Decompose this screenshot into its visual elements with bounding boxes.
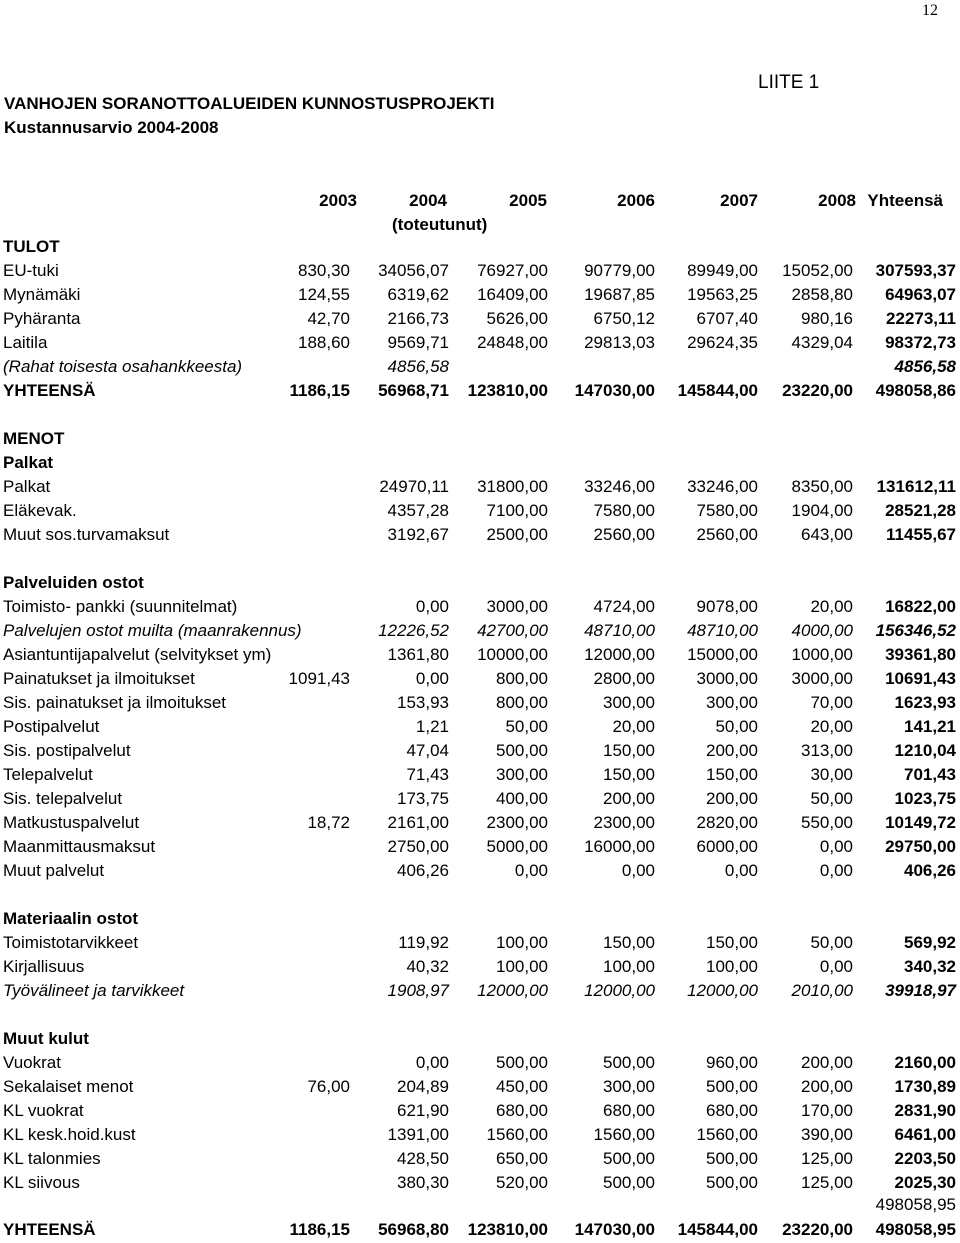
- cell-2008: 1904,00: [791, 501, 853, 520]
- cell-2004: 2166,73: [387, 309, 449, 328]
- table-row: [0, 308, 960, 330]
- cell-2003: 1186,15: [289, 381, 350, 400]
- cell-2008: 125,00: [801, 1173, 853, 1192]
- check-total: 498058,95: [875, 1195, 956, 1214]
- cell-2007: 50,00: [715, 717, 758, 736]
- cell-2005: 650,00: [496, 1149, 548, 1168]
- cell-2006: 150,00: [603, 741, 655, 760]
- grand-total-label: YHTEENSÄ: [3, 1220, 96, 1239]
- cell-2006: 300,00: [603, 693, 655, 712]
- cell-2006: 12000,00: [584, 981, 655, 1000]
- cell-2006: 300,00: [603, 1077, 655, 1096]
- cell-sum: 307593,37: [875, 261, 956, 280]
- cell-2005: 5000,00: [486, 837, 548, 856]
- row-label: Muut palvelut: [3, 861, 105, 880]
- cell-sum: 29750,00: [885, 837, 956, 856]
- row-label: Sis. telepalvelut: [3, 789, 123, 808]
- cell-2003: 188,60: [298, 333, 350, 352]
- cell-2005: 1560,00: [486, 1125, 548, 1144]
- cell-2007: 100,00: [706, 957, 758, 976]
- cell-2004: 71,43: [406, 765, 449, 784]
- table-row: [0, 716, 960, 738]
- row-label: Eläkevak.: [3, 501, 77, 520]
- cell-2007: 150,00: [706, 933, 758, 952]
- row-label: YHTEENSÄ: [3, 381, 96, 400]
- cell-sum: 64963,07: [885, 285, 956, 304]
- section-heading: Palveluiden ostot: [3, 573, 144, 592]
- cell-2007: 500,00: [706, 1077, 758, 1096]
- cell-2005: 123810,00: [467, 381, 548, 400]
- table-row: [0, 812, 960, 834]
- cell-2004: 153,93: [397, 693, 449, 712]
- cell-2006: 2800,00: [593, 669, 655, 688]
- cell-2005: 76927,00: [477, 261, 548, 280]
- row-label: Laitila: [3, 333, 48, 352]
- table-row: [0, 860, 960, 882]
- row-label: Painatukset ja ilmoitukset: [3, 669, 195, 688]
- cell-2006: 500,00: [603, 1149, 655, 1168]
- cell-2006: 29813,03: [584, 333, 655, 352]
- cell-2008: 23220,00: [782, 381, 853, 400]
- row-label: Vuokrat: [3, 1053, 61, 1072]
- table-row: [0, 836, 960, 858]
- cell-2004: 204,89: [397, 1077, 449, 1096]
- spacer-row: [0, 884, 960, 906]
- cell-2003: 18,72: [307, 813, 350, 832]
- column-header-2008: 2008: [818, 191, 856, 210]
- table-row: [0, 1076, 960, 1098]
- table-row: [0, 620, 960, 642]
- cell-2004: 2750,00: [387, 837, 449, 856]
- row-label: Muut sos.turvamaksut: [3, 525, 170, 544]
- cell-2004: 119,92: [398, 933, 449, 952]
- cell-2007: 89949,00: [687, 261, 758, 280]
- section-heading: TULOT: [3, 237, 60, 256]
- table-row: [0, 956, 960, 978]
- cell-sum: 141,21: [904, 717, 956, 736]
- cell-2005: 800,00: [496, 669, 548, 688]
- table-row: [0, 1124, 960, 1146]
- table-row: [0, 980, 960, 1002]
- row-label: KL siivous: [3, 1173, 80, 1192]
- cell-2006: 1560,00: [593, 1125, 655, 1144]
- cell-2004: 380,30: [397, 1173, 449, 1192]
- cell-2005: 400,00: [496, 789, 548, 808]
- cell-2007: 33246,00: [687, 477, 758, 496]
- cell-2005: 680,00: [496, 1101, 548, 1120]
- cell-2007: 500,00: [706, 1149, 758, 1168]
- cell-sum: 11455,67: [886, 525, 956, 544]
- cell-sum: 10691,43: [885, 669, 956, 688]
- spacer-row: [0, 404, 960, 426]
- row-label: Maanmittausmaksut: [3, 837, 156, 856]
- cell-2006: 90779,00: [584, 261, 655, 280]
- cell-2004: 1908,97: [387, 981, 449, 1000]
- cell-2006: 33246,00: [584, 477, 655, 496]
- cell-2007: 29624,35: [687, 333, 758, 352]
- cell-2008: 8350,00: [791, 477, 853, 496]
- row-label: Palvelujen ostot muilta (maanrakennus): [3, 621, 302, 640]
- cell-2005: 50,00: [505, 717, 548, 736]
- table-row: [0, 788, 960, 810]
- cell-sum: 2160,00: [894, 1053, 956, 1072]
- cell-2006: 500,00: [603, 1053, 655, 1072]
- cell-sum: 39918,97: [885, 981, 956, 1000]
- cell-2007: 300,00: [706, 693, 758, 712]
- cell-2007: 7580,00: [696, 501, 758, 520]
- cell-sum: 131612,11: [876, 477, 956, 496]
- cell-2007: 15000,00: [687, 645, 758, 664]
- cell-2003: 76,00: [307, 1077, 350, 1096]
- cell-2008: 30,00: [810, 765, 853, 784]
- cell-2005: 5626,00: [486, 309, 548, 328]
- page-number: 12: [922, 2, 938, 19]
- cell-sum: 2025,30: [894, 1173, 956, 1192]
- cell-2008: 0,00: [819, 837, 853, 856]
- cell-2004: 0,00: [415, 1053, 449, 1072]
- cell-2007: 500,00: [706, 1173, 758, 1192]
- row-label: Matkustuspalvelut: [3, 813, 140, 832]
- cell-2006: 48710,00: [584, 621, 655, 640]
- section-heading-row: [0, 572, 960, 594]
- cell-sum: 340,32: [904, 957, 956, 976]
- cell-2003: 42,70: [307, 309, 350, 328]
- cell-2005: 16409,00: [477, 285, 548, 304]
- cell-2006: 20,00: [612, 717, 655, 736]
- cell-2008: 20,00: [810, 717, 853, 736]
- cell-2008: 980,16: [801, 309, 853, 328]
- cell-2005: 500,00: [496, 741, 548, 760]
- cell-2008: 20,00: [810, 597, 853, 616]
- table-row: [0, 524, 960, 546]
- grand-total-row: [0, 1219, 960, 1241]
- cell-2006: 147030,00: [574, 381, 655, 400]
- grand-total-2006: 147030,00: [574, 1220, 655, 1239]
- cell-2008: 0,00: [819, 861, 853, 880]
- cell-2007: 6000,00: [696, 837, 758, 856]
- cell-2005: 31800,00: [477, 477, 548, 496]
- cell-sum: 16822,00: [885, 597, 956, 616]
- cell-2006: 12000,00: [584, 645, 655, 664]
- cell-2005: 10000,00: [477, 645, 548, 664]
- cell-sum: 406,26: [904, 861, 956, 880]
- cell-2004: 47,04: [406, 741, 449, 760]
- grand-total-2008: 23220,00: [782, 1220, 853, 1239]
- cell-2004: 4357,28: [387, 501, 449, 520]
- cell-2005: 42700,00: [477, 621, 548, 640]
- table-row: [0, 260, 960, 282]
- cell-2008: 200,00: [801, 1077, 853, 1096]
- cell-sum: 156346,52: [875, 621, 956, 640]
- cell-2006: 2560,00: [593, 525, 655, 544]
- cell-2004: 4856,58: [387, 357, 449, 376]
- table-row: [0, 380, 960, 402]
- cell-2006: 200,00: [603, 789, 655, 808]
- cell-2008: 70,00: [810, 693, 853, 712]
- table-row: [0, 668, 960, 690]
- cell-2007: 680,00: [706, 1101, 758, 1120]
- cell-2004: 12226,52: [378, 621, 449, 640]
- column-header-2006: 2006: [617, 191, 655, 210]
- cell-2005: 12000,00: [477, 981, 548, 1000]
- cell-sum: 22273,11: [886, 309, 956, 328]
- section-heading-row: [0, 908, 960, 930]
- column-header-total: Yhteensä: [867, 191, 943, 210]
- cell-2004: 1,21: [415, 717, 449, 736]
- cell-2007: 19563,25: [687, 285, 758, 304]
- row-label: Sis. postipalvelut: [3, 741, 131, 760]
- cell-2008: 50,00: [810, 933, 853, 952]
- grand-total-2003: 1186,15: [289, 1220, 350, 1239]
- cell-2007: 1560,00: [696, 1125, 758, 1144]
- row-label: KL talonmies: [3, 1149, 101, 1168]
- column-header-2007: 2007: [720, 191, 758, 210]
- table-row: [0, 644, 960, 666]
- cell-2008: 1000,00: [791, 645, 853, 664]
- cell-2004: 24970,11: [379, 477, 449, 496]
- cell-2008: 200,00: [801, 1053, 853, 1072]
- cell-2008: 2858,80: [791, 285, 853, 304]
- section-heading-row: [0, 236, 960, 258]
- cell-2008: 313,00: [801, 741, 853, 760]
- cell-2004: 6319,62: [387, 285, 449, 304]
- cell-2007: 2560,00: [696, 525, 758, 544]
- cell-2008: 0,00: [819, 957, 853, 976]
- row-label: Pyhäranta: [3, 309, 81, 328]
- cell-2005: 100,00: [496, 957, 548, 976]
- table-row: [0, 284, 960, 306]
- grand-total-2004: 56968,80: [378, 1220, 449, 1239]
- cell-sum: 498058,86: [875, 381, 956, 400]
- section-heading: Muut kulut: [3, 1029, 89, 1048]
- cell-2004: 2161,00: [387, 813, 449, 832]
- cell-2004: 428,50: [397, 1149, 449, 1168]
- cell-2005: 2500,00: [486, 525, 548, 544]
- row-label: Toimisto- pankki (suunnitelmat): [3, 597, 238, 616]
- cell-2003: 1091,43: [288, 669, 350, 688]
- cell-2007: 0,00: [724, 861, 758, 880]
- cell-sum: 2831,90: [894, 1101, 956, 1120]
- cell-2005: 24848,00: [477, 333, 548, 352]
- section-heading-row: [0, 1028, 960, 1050]
- column-header-2005: 2005: [509, 191, 547, 210]
- table-row: [0, 596, 960, 618]
- cell-2005: 100,00: [496, 933, 548, 952]
- cell-sum: 98372,73: [885, 333, 956, 352]
- cell-2008: 2010,00: [791, 981, 853, 1000]
- row-label: Työvälineet ja tarvikkeet: [3, 981, 185, 1000]
- cell-2004: 1391,00: [387, 1125, 449, 1144]
- cell-sum: 1730,89: [894, 1077, 956, 1096]
- cell-2008: 550,00: [801, 813, 853, 832]
- cell-2007: 2820,00: [696, 813, 758, 832]
- cell-2005: 3000,00: [486, 597, 548, 616]
- cell-2008: 50,00: [810, 789, 853, 808]
- table-row: [0, 1172, 960, 1194]
- cell-2005: 800,00: [496, 693, 548, 712]
- table-row: [0, 740, 960, 762]
- section-heading: MENOT: [3, 429, 65, 448]
- cell-2004: 34056,07: [378, 261, 449, 280]
- spacer-row: [0, 1004, 960, 1026]
- cell-2005: 2300,00: [486, 813, 548, 832]
- cell-2006: 19687,85: [584, 285, 655, 304]
- cell-2005: 520,00: [496, 1173, 548, 1192]
- cell-2006: 6750,12: [593, 309, 655, 328]
- cell-2008: 390,00: [801, 1125, 853, 1144]
- cell-2006: 4724,00: [593, 597, 655, 616]
- cell-2004: 0,00: [415, 669, 449, 688]
- cell-2007: 200,00: [706, 789, 758, 808]
- cell-2007: 200,00: [706, 741, 758, 760]
- row-label: Kirjallisuus: [3, 957, 85, 976]
- section-heading: Palkat: [3, 453, 54, 472]
- cell-sum: 1623,93: [894, 693, 956, 712]
- row-label: Sis. painatukset ja ilmoitukset: [3, 693, 226, 712]
- row-label: Toimistotarvikkeet: [3, 933, 139, 952]
- cell-sum: 28521,28: [885, 501, 956, 520]
- cell-2006: 150,00: [603, 765, 655, 784]
- cell-2004: 173,75: [397, 789, 449, 808]
- cell-2003: 830,30: [298, 261, 350, 280]
- cell-2006: 2300,00: [593, 813, 655, 832]
- cell-2007: 12000,00: [687, 981, 758, 1000]
- cell-2008: 125,00: [801, 1149, 853, 1168]
- table-row: [0, 500, 960, 522]
- table-row: [0, 1148, 960, 1170]
- row-label: Sekalaiset menot: [3, 1077, 134, 1096]
- cell-2004: 40,32: [406, 957, 449, 976]
- row-label: EU-tuki: [3, 261, 59, 280]
- cell-2006: 150,00: [603, 933, 655, 952]
- cell-2004: 3192,67: [387, 525, 449, 544]
- spacer-row: [0, 548, 960, 570]
- cell-2004: 0,00: [415, 597, 449, 616]
- cell-2004: 621,90: [397, 1101, 449, 1120]
- cell-2008: 4329,04: [791, 333, 853, 352]
- cell-2006: 16000,00: [584, 837, 655, 856]
- appendix-label: LIITE 1: [758, 72, 820, 93]
- cell-2007: 9078,00: [696, 597, 758, 616]
- row-label: Telepalvelut: [3, 765, 93, 784]
- table-row: [0, 1100, 960, 1122]
- table-row: [0, 764, 960, 786]
- grand-total-2007: 145844,00: [677, 1220, 758, 1239]
- cell-2008: 4000,00: [791, 621, 853, 640]
- section-heading: Materiaalin ostot: [3, 909, 139, 928]
- grand-total-sum: 498058,95: [875, 1220, 956, 1239]
- cell-2005: 7100,00: [486, 501, 548, 520]
- cell-2008: 170,00: [801, 1101, 853, 1120]
- cell-sum: 1210,04: [894, 741, 956, 760]
- cell-sum: 10149,72: [885, 813, 956, 832]
- cell-2005: 0,00: [514, 861, 548, 880]
- cell-2006: 100,00: [603, 957, 655, 976]
- cell-sum: 39361,80: [885, 645, 956, 664]
- section-heading-row: [0, 452, 960, 474]
- cell-2006: 680,00: [603, 1101, 655, 1120]
- cell-2004: 9569,71: [387, 333, 449, 352]
- column-header-2003: 2003: [319, 191, 357, 210]
- cell-2004: 1361,80: [387, 645, 449, 664]
- table-row: [0, 332, 960, 354]
- cell-sum: 569,92: [904, 933, 956, 952]
- row-label: Mynämäki: [3, 285, 81, 304]
- cell-2007: 3000,00: [696, 669, 758, 688]
- table-row: [0, 476, 960, 498]
- cell-2007: 150,00: [706, 765, 758, 784]
- table-row: [0, 356, 960, 378]
- document-title: VANHOJEN SORANOTTOALUEIDEN KUNNOSTUSPROJEKTI: [4, 94, 495, 113]
- cell-2007: 145844,00: [677, 381, 758, 400]
- row-label: KL kesk.hoid.kust: [3, 1125, 136, 1144]
- row-label: Postipalvelut: [3, 717, 100, 736]
- row-label: Asiantuntijapalvelut (selvitykset ym): [3, 645, 272, 664]
- cell-sum: 1023,75: [894, 789, 956, 808]
- cell-sum: 6461,00: [894, 1125, 956, 1144]
- row-label: Palkat: [3, 477, 51, 496]
- table-row: [0, 1052, 960, 1074]
- row-label: (Rahat toisesta osahankkeesta): [3, 357, 243, 376]
- row-label: KL vuokrat: [3, 1101, 84, 1120]
- cell-2007: 960,00: [706, 1053, 758, 1072]
- section-heading-row: [0, 428, 960, 450]
- cell-2003: 124,55: [298, 285, 350, 304]
- cell-2006: 500,00: [603, 1173, 655, 1192]
- document-subtitle: Kustannusarvio 2004-2008: [4, 118, 219, 137]
- cell-2004: 56968,71: [378, 381, 449, 400]
- table-row: [0, 692, 960, 714]
- cell-2005: 300,00: [496, 765, 548, 784]
- column-header-2004: 2004: [409, 191, 447, 210]
- table-row: [0, 932, 960, 954]
- cell-2005: 450,00: [496, 1077, 548, 1096]
- cell-2007: 48710,00: [687, 621, 758, 640]
- cell-sum: 701,43: [904, 765, 956, 784]
- cell-2006: 0,00: [621, 861, 655, 880]
- cell-sum: 2203,50: [894, 1149, 956, 1168]
- cell-2006: 7580,00: [593, 501, 655, 520]
- cell-2004: 406,26: [397, 861, 449, 880]
- cell-2008: 15052,00: [782, 261, 853, 280]
- cell-2008: 3000,00: [791, 669, 853, 688]
- cell-sum: 4856,58: [894, 357, 956, 376]
- cell-2008: 643,00: [801, 525, 853, 544]
- column-subheader-realized: (toteutunut): [392, 215, 488, 234]
- cell-2005: 500,00: [496, 1053, 548, 1072]
- grand-total-2005: 123810,00: [467, 1220, 548, 1239]
- cell-2007: 6707,40: [696, 309, 758, 328]
